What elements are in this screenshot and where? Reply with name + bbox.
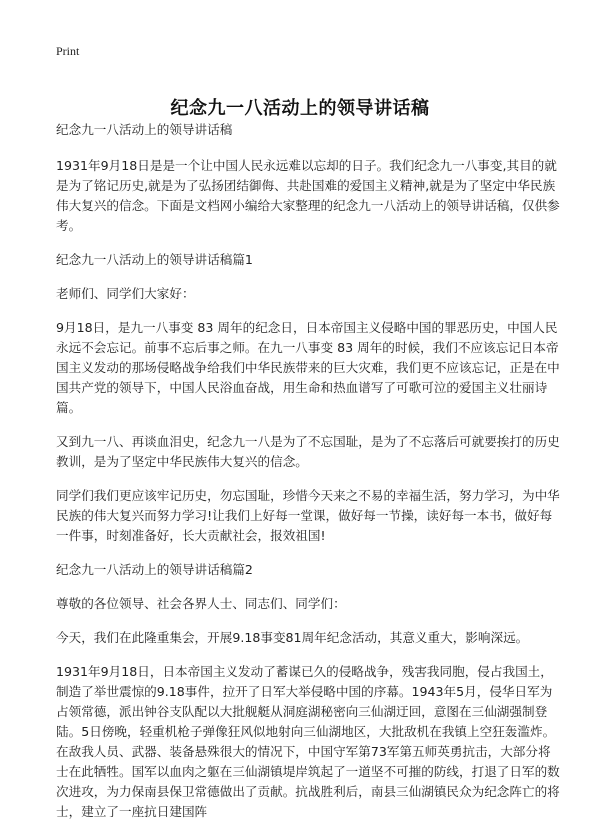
section-heading-2: 纪念九一八活动上的领导讲话稿篇2 <box>56 562 253 577</box>
greeting-paragraph: 尊敬的各位领导、社会各界人士、同志们、同学们： <box>56 596 346 611</box>
body-paragraph: 同学们我们更应该牢记历史，勿忘国耻，珍惜今天来之不易的幸福生活，努力学习，为中华民族的伟大复兴而努力学习!让我们上好每一堂课，做好每一节操，读好每一本书，做好每一件事，时刻准备好，长大贡献社会，报效祖国! <box>56 488 560 543</box>
body-paragraph: 9月18日，是九一八事变 83 周年的纪念日，日本帝国主义侵略中国的罪恶历史，中国人民永远不会忘记。前事不忘后事之师。在九一八事变 83 周年的时候，我们不应该忘记日本帝国主义发动的那场侵略战争给我们中华民族带来的巨大灾难，我们更不应该忘记，正是在中国共产党的领导下，中国人民浴血奋战，用生命和热血谱写了可歌可泣的爱国主义壮丽诗篇。 <box>56 320 560 415</box>
intro-paragraph: 1931年9月18日是是一个让中国人民永远难以忘却的日子。我们纪念九一八事变,其目的就是为了铭记历史,就是为了弘扬团结御侮、共赴国难的爱国主义精神,就是为了坚定中华民族伟大复兴的信念。下面是文档网小编给大家整理的纪念九一八活动上的领导讲话稿，仅供参考。 <box>56 158 560 233</box>
body-paragraph: 今天，我们在此隆重集会，开展9.18事变81周年纪念活动，其意义重大，影响深远。 <box>56 630 529 645</box>
greeting-paragraph: 老师们、同学们大家好： <box>56 286 195 301</box>
document-body <box>56 120 562 836</box>
body-paragraph: 又到九一八、再谈血泪史，纪念九一八是为了不忘国耻，是为了不忘落后可就要挨打的历史教训，是为了坚定中华民族伟大复兴的信念。 <box>56 434 560 469</box>
document-title: 纪念九一八活动上的领导讲话稿 <box>170 98 430 120</box>
body-paragraph: 1931年9月18日，日本帝国主义发动了蓄谋已久的侵略战争，残害我同胞，侵占我国土，制造了举世震惊的9.18事件，拉开了日军大举侵略中国的序幕。1943年5月，侵华日军为占领常德，派出钟谷支队配以大批舰艇从洞庭湖秘密向三仙湖迂回，意图在三仙湖强制登陆。5日傍晚，轻重机枪子弹像狂风似地射向三仙湖地区，大批敌机在我镇上空狂轰滥炸。在敌我人员、武器、装备悬殊很大的情况下，中国守军第73军第五师英勇抗击，大部分将士在此牺牲。国军以血肉之躯在三仙湖镇堤岸筑起了一道坚不可摧的防线，打退了日军的数次进攻，为力保南县保卫常德做出了贡献。抗战胜利后，南县三仙湖镇民众为纪念阵亡的将士，建立了一座抗日建国阵 <box>56 664 560 819</box>
section-heading-1: 纪念九一八活动上的领导讲话稿篇1 <box>56 252 253 267</box>
print-link[interactable]: Print <box>56 44 80 58</box>
subtitle-paragraph: 纪念九一八活动上的领导讲话稿 <box>56 122 233 137</box>
